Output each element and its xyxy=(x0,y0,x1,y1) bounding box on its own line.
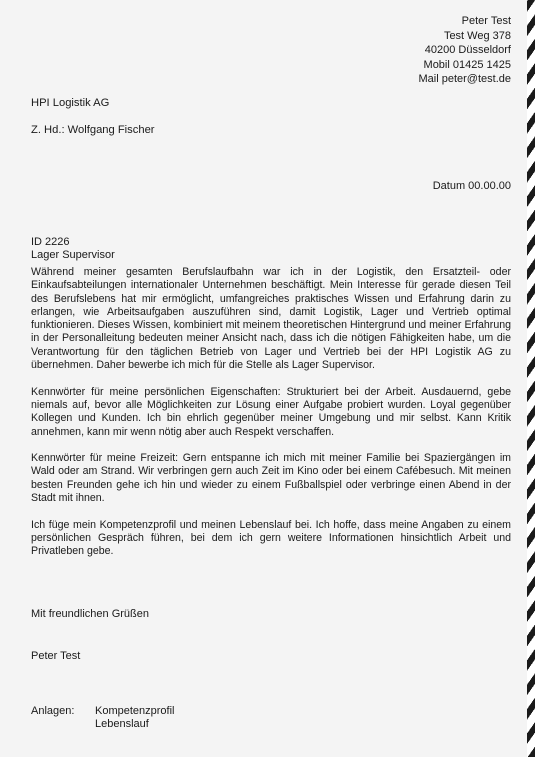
recipient-company: HPI Logistik AG xyxy=(31,97,110,109)
body-paragraph-attachments-note: Ich füge mein Kompetenzprofil und meinen Lebenslauf bei. Ich hoffe, dass meine Angaben zu einem persönlichen Gespräch führen, bei dem ich gern weitere Informationen hinsichtlich Arbeit und Privatleben gebe. xyxy=(31,518,511,558)
sender-street: Test Weg 378 xyxy=(443,29,511,42)
letter-date: Datum 00.00.00 xyxy=(432,180,511,192)
sender-city: 40200 Düsseldorf xyxy=(424,44,511,57)
sender-name: Peter Test xyxy=(461,15,511,27)
attachments-label: Anlagen: xyxy=(31,705,75,717)
body-paragraph-motivation: Während meiner gesamten Berufslaufbahn war ich in der Logistik, den Ersatzteil- oder Einkaufsabteilungen internationaler Unternehmen beschäftigt. Mein Interesse für gerade diesen Teil des Berufslebens hat mir ermöglicht, umfangreiches praktisches Wissen und Erfahrung darin zu erlangen, wie Arbeitsaufgaben auszuführen sind, damit Logistik, Lager und Vertrieb optimal funktionieren. Dieses Wissen, kombiniert mit meinem theoretischen Hintergrund und meiner Erfahrung in der Personalleitung bedeuten meiner Ansicht nach, dass ich die nötigen Fähigkeiten habe, um die Verantwortung für den täglichen Betrieb von Lager und Vertrieb bei der HPI Logistik AG zu übernehmen. Daher bewerbe ich mich für die Stelle als Lager Supervisor. xyxy=(31,266,511,372)
signature-name: Peter Test xyxy=(31,650,81,662)
subject-block xyxy=(31,236,115,263)
striped-edge-decoration xyxy=(527,0,535,757)
attachment-item: Lebenslauf xyxy=(95,718,149,731)
recipient-attention: Z. Hd.: Wolfgang Fischer xyxy=(31,124,155,136)
body-paragraph-personal-traits: Kennwörter für meine persönlichen Eigenschaften: Strukturiert bei der Arbeit. Ausdauernd, gebe niemals auf, bevor alle Möglichkeiten zur Lösung einer Aufgabe probiert wurden. Loyal gegenüber Kollegen und Kunden. Ich bin ehrlich gegenüber meiner Umgebung und mir selbst. Kann Kritik annehmen, kann mir wenn nötig aber auch Respekt verschaffen. xyxy=(31,385,511,438)
attachment-item: Kompetenzprofil xyxy=(95,705,175,717)
sender-block xyxy=(419,14,512,87)
attachments-list xyxy=(95,705,175,732)
sender-mail: Mail peter@test.de xyxy=(418,73,511,86)
sender-mobile: Mobil 01425 1425 xyxy=(423,58,511,71)
closing-phrase: Mit freundlichen Grüßen xyxy=(31,608,149,620)
subject-id: ID 2226 xyxy=(31,236,70,248)
body-paragraph-leisure: Kennwörter für meine Freizeit: Gern entspanne ich mich mit meiner Familie bei Spaziergängen im Wald oder am Strand. Wir verbringen gern auch Zeit im Kino oder bei einem Cafébesuch. Mit meinen besten Freunden gehe ich hin und wieder zu einem Fußballspiel oder verbringe einen Abend in der Stadt mit ihnen. xyxy=(31,452,511,505)
subject-position: Lager Supervisor xyxy=(31,249,115,262)
letter-body xyxy=(31,266,511,572)
